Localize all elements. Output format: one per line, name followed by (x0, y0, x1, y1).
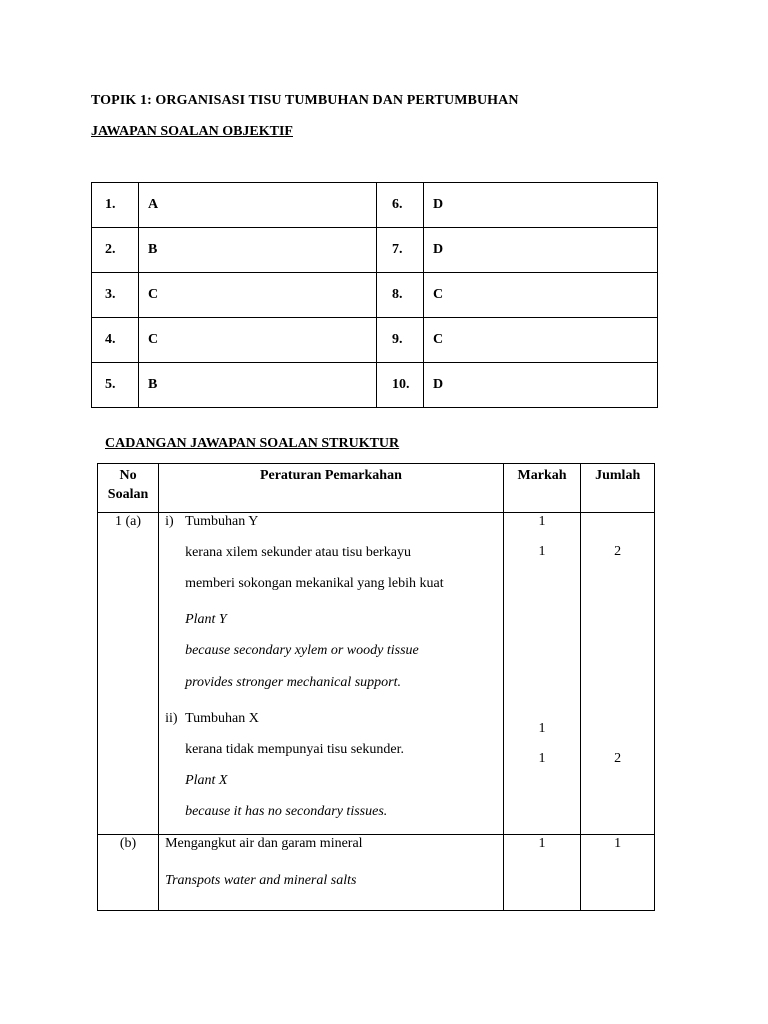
answer: C (139, 273, 377, 318)
sub-label-i: i) (165, 514, 174, 529)
question-no: 1 (a) (115, 514, 142, 529)
total-cell (581, 835, 655, 911)
sub-label-ii: ii) (165, 711, 178, 726)
question-number: 5. (92, 363, 139, 408)
page-title: TOPIK 1: ORGANISASI TISU TUMBUHAN DAN PERTUMBUHAN (91, 93, 519, 108)
mark-value: 1 (538, 751, 546, 766)
answer-line: memberi sokongan mekanikal yang lebih kuat (185, 576, 444, 591)
rules-cell (159, 513, 504, 835)
question-number: 3. (92, 273, 139, 318)
mark-value: 1 (538, 544, 546, 559)
total-value: 1 (614, 836, 622, 851)
structure-answer-table (97, 463, 655, 911)
table-row (92, 228, 658, 273)
table-row (98, 835, 655, 911)
table-row (92, 363, 658, 408)
answer-line: kerana xilem sekunder atau tisu berkayu (185, 545, 411, 560)
answer-line: Tumbuhan Y (185, 514, 259, 529)
rules-cell (159, 835, 504, 911)
mark-value: 1 (538, 514, 546, 529)
answer: A (139, 183, 377, 228)
answer: B (139, 363, 377, 408)
question-number: 10. (377, 363, 424, 408)
question-number: 8. (377, 273, 424, 318)
question-number: 7. (377, 228, 424, 273)
objective-answer-table (91, 182, 658, 408)
mark-cell (503, 513, 581, 835)
question-number: 2. (92, 228, 139, 273)
answer: C (424, 273, 658, 318)
header-question-no (98, 464, 159, 513)
answer-line-english: provides stronger mechanical support. (185, 675, 402, 690)
answer-line-english: Plant Y (185, 612, 227, 627)
answer-line: Tumbuhan X (185, 711, 259, 726)
answer-line-english: Plant X (185, 773, 228, 788)
table-row (92, 273, 658, 318)
answer-line-english: because it has no secondary tissues. (185, 804, 388, 819)
header-no-line2: Soalan (107, 487, 149, 502)
mark-value: 1 (538, 721, 546, 736)
structure-heading: CADANGAN JAWAPAN SOALAN STRUKTUR (105, 436, 400, 451)
answer: C (139, 318, 377, 363)
question-number: 1. (92, 183, 139, 228)
objective-heading: JAWAPAN SOALAN OBJEKTIF (91, 124, 293, 139)
header-rules: Peraturan Pemarkahan (159, 464, 504, 513)
table-header-row (98, 464, 655, 513)
question-number: 4. (92, 318, 139, 363)
table-row (92, 183, 658, 228)
answer: B (139, 228, 377, 273)
total-value: 2 (614, 544, 622, 559)
total-value: 2 (614, 751, 622, 766)
header-no-line1: No (119, 468, 137, 483)
mark-value: 1 (538, 836, 546, 851)
total-cell (581, 513, 655, 835)
answer-line: kerana tidak mempunyai tisu sekunder. (185, 742, 404, 757)
answer-line-english: Transpots water and mineral salts (165, 873, 357, 888)
header-total: Jumlah (581, 464, 655, 513)
answer-line: Mengangkut air dan garam mineral (165, 836, 363, 851)
table-row (98, 513, 655, 835)
table-row (92, 318, 658, 363)
answer: D (424, 363, 658, 408)
question-number: 6. (377, 183, 424, 228)
question-no: (b) (119, 836, 137, 851)
answer: D (424, 183, 658, 228)
header-mark: Markah (503, 464, 581, 513)
mark-cell (503, 835, 581, 911)
answer-line-english: because secondary xylem or woody tissue (185, 643, 419, 658)
question-number: 9. (377, 318, 424, 363)
answer: D (424, 228, 658, 273)
question-no-cell (98, 513, 159, 835)
question-no-cell (98, 835, 159, 911)
answer: C (424, 318, 658, 363)
